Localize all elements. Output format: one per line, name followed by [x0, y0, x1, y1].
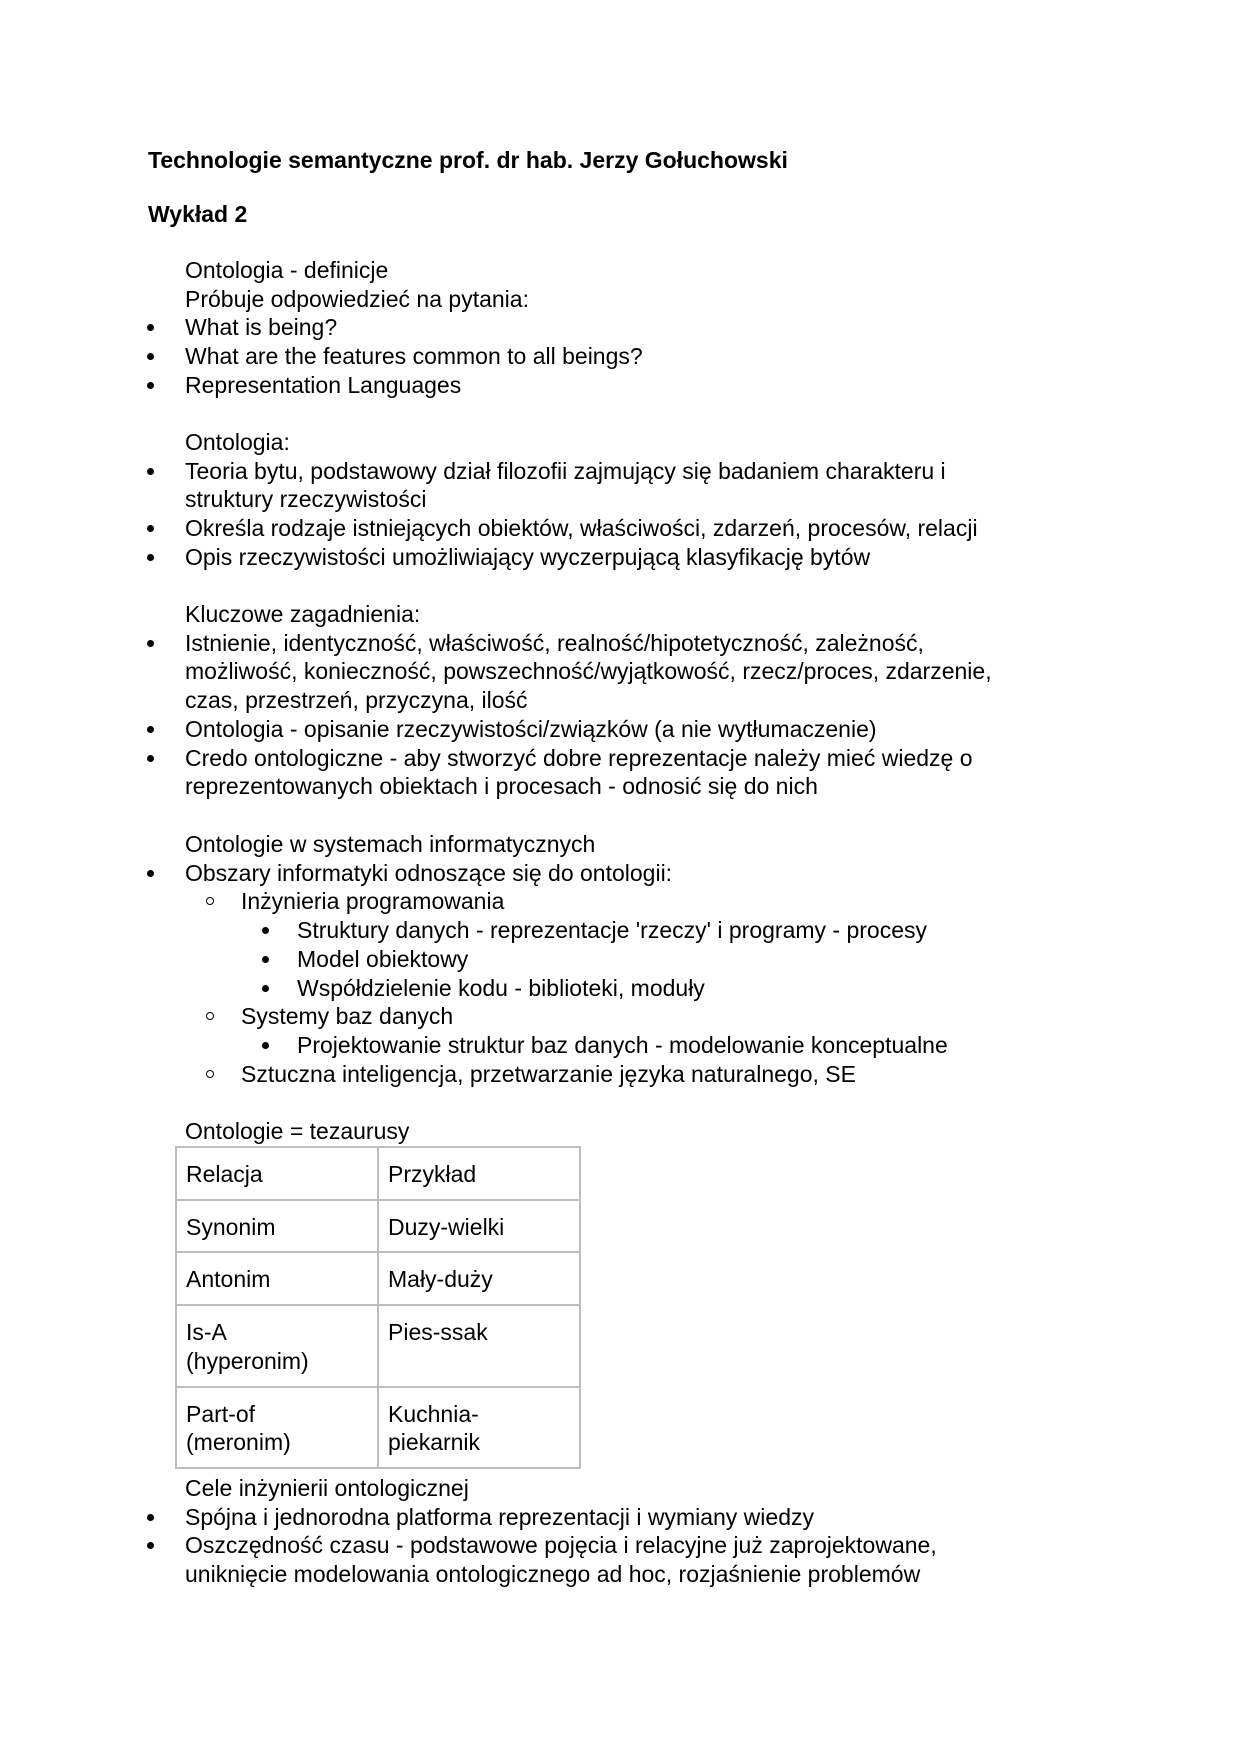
list-item: Credo ontologiczne - aby stworzyć dobre reprezentacje należy mieć wiedzę o reprezentowanych obiektach i procesach - odnosić się do nich: [0, 744, 1240, 801]
key-issues-list: [0, 629, 1240, 801]
section-intro: Próbuje odpowiedzieć na pytania:: [185, 285, 529, 312]
circle-bullet-icon: [206, 897, 214, 905]
sub-sub-item: Struktury danych - reprezentacje 'rzeczy' i programy - procesy: [0, 916, 1240, 945]
list-item: Ontologia - opisanie rzeczywistości/związków (a nie wytłumaczenie): [0, 715, 1240, 744]
sub-sub-item: Współdzielenie kodu - biblioteki, moduły: [0, 974, 1240, 1003]
sub-sub-item: Projektowanie struktur baz danych - modelowanie konceptualne: [0, 1031, 1240, 1060]
bullet-icon: [147, 353, 154, 360]
document-title: Technologie semantyczne prof. dr hab. Jerzy Gołuchowski: [148, 147, 788, 173]
list-item: Spójna i jednorodna platforma reprezentacji i wymiany wiedzy: [0, 1503, 1240, 1532]
section-heading: Kluczowe zagadnienia:: [185, 601, 421, 627]
table-row: [176, 1305, 580, 1386]
ontology-list: [0, 457, 1240, 572]
bullet-icon: [147, 726, 154, 733]
table-row: [176, 1147, 580, 1200]
circle-bullet-icon: [206, 1070, 214, 1078]
question-list: [0, 313, 1240, 399]
bullet-icon: [147, 324, 154, 331]
section-heading: Ontologia - definicje: [185, 257, 389, 283]
list-item: Teoria bytu, podstawowy dział filozofii zajmujący się badaniem charakteru i struktury rzeczywistości: [0, 457, 1240, 514]
table-cell: Relacja: [176, 1147, 378, 1200]
table-row: [176, 1200, 580, 1253]
table-cell: Antonim: [176, 1252, 378, 1305]
section-heading: Ontologie = tezaurusy: [185, 1118, 410, 1144]
section-ontology: [0, 428, 1240, 572]
sub-item: Sztuczna inteligencja, przetwarzanie języka naturalnego, SE: [0, 1060, 1240, 1089]
bullet-icon: [262, 956, 269, 963]
bullet-icon: [147, 640, 154, 647]
bullet-icon: [147, 382, 154, 389]
section-ontology-engineering-goals: [0, 1474, 1240, 1589]
circle-bullet-icon: [206, 1012, 214, 1020]
bullet-icon: [262, 1042, 269, 1049]
section-thesauri: [0, 1117, 1240, 1146]
list-item: Opis rzeczywistości umożliwiający wyczerpującą klasyfikację bytów: [0, 543, 1240, 572]
bullet-icon: [147, 554, 154, 561]
section-heading: Cele inżynierii ontologicznej: [185, 1475, 469, 1501]
section-key-issues: [0, 600, 1240, 801]
table-row: [176, 1387, 580, 1468]
bullet-icon: [147, 870, 154, 877]
sub-sub-item: Model obiektowy: [0, 945, 1240, 974]
thesaurus-table: [175, 1146, 581, 1469]
bullet-icon: [147, 1542, 154, 1549]
bullet-icon: [147, 755, 154, 762]
table-row: [176, 1252, 580, 1305]
it-areas-list: [0, 859, 1240, 888]
list-item: Oszczędność czasu - podstawowe pojęcia i relacyjne już zaprojektowane, uniknięcie modelowania ontologicznego ad hoc, rozjaśnienie problemów: [0, 1531, 1240, 1588]
table-cell: Synonim: [176, 1200, 378, 1253]
table-cell: Kuchnia- piekarnik: [378, 1387, 580, 1468]
bullet-icon: [147, 468, 154, 475]
section-ontologies-in-it: [0, 830, 1240, 1088]
list-item: Istnienie, identyczność, właściwość, realność/hipotetyczność, zależność, możliwość, konieczność, powszechność/wyjątkowość, rzecz/proces, zdarzenie, czas, przestrzeń, przyczyna, ilość: [0, 629, 1240, 715]
goals-list: [0, 1503, 1240, 1589]
table-cell: Duzy-wielki: [378, 1200, 580, 1253]
table-cell: Mały-duży: [378, 1252, 580, 1305]
list-item: What are the features common to all beings?: [0, 342, 1240, 371]
bullet-icon: [262, 927, 269, 934]
bullet-icon: [262, 985, 269, 992]
list-item: Obszary informatyki odnoszące się do ontologii:: [0, 859, 1240, 888]
bullet-icon: [147, 1514, 154, 1521]
list-item: What is being?: [0, 313, 1240, 342]
list-item: Representation Languages: [0, 371, 1240, 400]
table-cell: Is-A (hyperonim): [176, 1305, 378, 1386]
table-cell: Part-of (meronim): [176, 1387, 378, 1468]
list-item: Określa rodzaje istniejących obiektów, właściwości, zdarzeń, procesów, relacji: [0, 514, 1240, 543]
bullet-icon: [147, 525, 154, 532]
sub-item: Inżynieria programowania: [0, 887, 1240, 916]
section-heading: Ontologia:: [185, 429, 290, 455]
lecture-subtitle: Wykład 2: [148, 201, 248, 227]
table-cell: Pies-ssak: [378, 1305, 580, 1386]
section-ontology-definitions: [0, 256, 1240, 400]
sub-item: Systemy baz danych: [0, 1002, 1240, 1031]
section-heading: Ontologie w systemach informatycznych: [185, 831, 596, 857]
table-cell: Przykład: [378, 1147, 580, 1200]
